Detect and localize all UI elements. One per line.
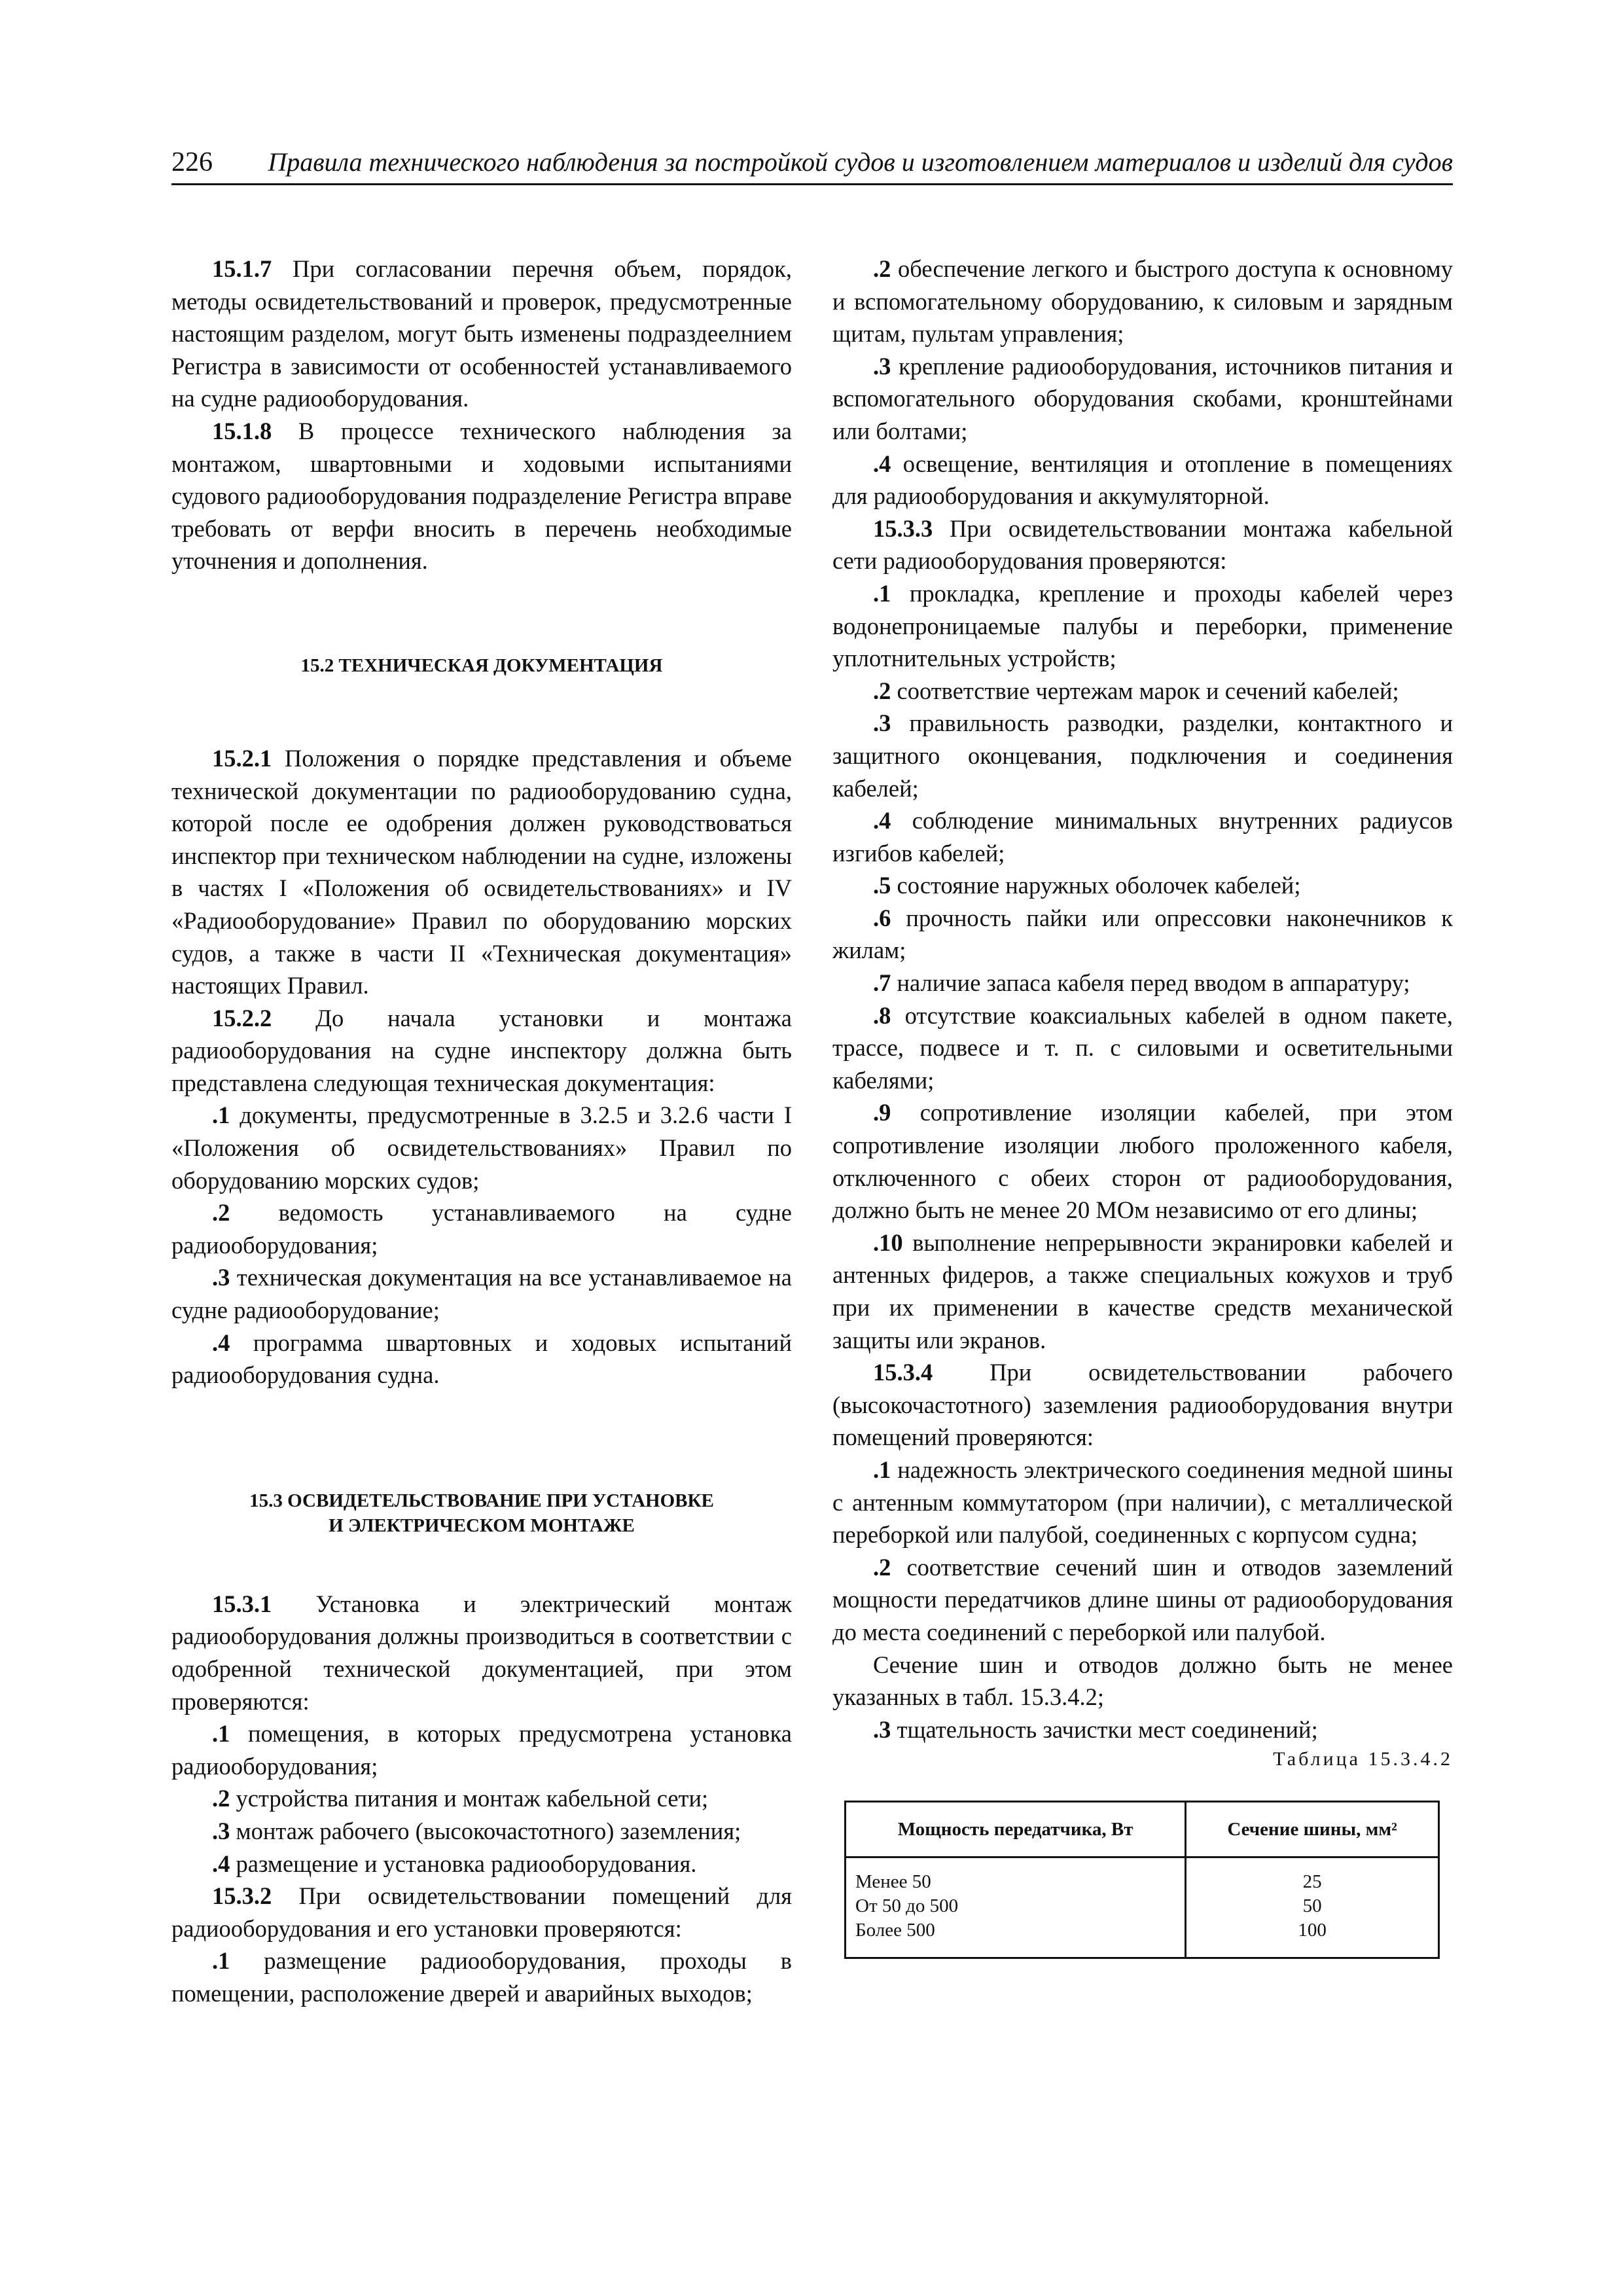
list-item: .6 прочность пайки или опрессовки наконечников к жилам; — [832, 904, 1453, 964]
list-item: .9 сопротивление изоляции кабелей, при этом сопротивление изоляции любого проложенного кабеля, отключенного с обеих сторон от радиооборудования, должно быть не менее 20 МОм независимо от его длины; — [832, 1099, 1453, 1224]
paragraph-15-1-8: 15.1.8 В процессе технического наблюдения за монтажом, швартовными и ходовыми испытаниями судового радиооборудования подразделение Регистра вправе требовать от верфи вносить в перечень необходимые уточнения и дополнения. — [171, 417, 792, 575]
list-item: .2 обеспечение легкого и быстрого доступа к основному и вспомогательному оборудованию, к силовым и зарядным щитам, пультам управления; — [832, 255, 1453, 348]
section-heading-15-2: 15.2 ТЕХНИЧЕСКАЯ ДОКУМЕНТАЦИЯ — [300, 655, 663, 676]
paragraph-15-3-1: 15.3.1 Установка и электрический монтаж радиооборудования должны производиться в соответствии с одобренной технической документацией, при этом проверяются: — [171, 1590, 792, 1715]
list-item: .4 размещение и установка радиооборудования. — [212, 1850, 697, 1877]
left-column — [171, 253, 792, 2010]
paragraph-15-2-1: 15.2.1 Положения о порядке представления и объеме технической документации по радиооборудованию судна, которой после ее одобрения должен руководствоваться инспектор при техническом наблюдении на судне, изложены в частях I «Положения об освидетельствованиях» и IV «Радиооборудование» Правил по оборудованию морских судов, а также в части II «Техническая документация» настоящих Правил. — [171, 744, 792, 999]
section-cell: 25 50 100 — [1186, 1857, 1439, 1958]
list-item: .1 надежность электрического соединения медной шины с антенным коммутатором (при наличии), с металлической переборкой или палубой, соединенных с корпусом судна; — [832, 1456, 1453, 1549]
list-item: .2 соответствие чертежам марок и сечений кабелей; — [873, 677, 1399, 704]
list-item: .2 соответствие сечений шин и отводов заземлений мощности передатчиков длине шины от радиооборудования до места соединений с переборкой или палубой. — [832, 1553, 1453, 1645]
paragraph-15-2-2: 15.2.2 До начала установки и монтажа радиооборудования на судне инспектору должна быть представлена следующая техническая документация: — [171, 1004, 792, 1096]
list-item: .10 выполнение непрерывности экранировки кабелей и антенных фидеров, а также специальных кожухов и труб при их применении в качестве средств механической защиты или экранов. — [832, 1229, 1453, 1354]
list-item: .1 помещения, в которых предусмотрена установка радиооборудования; — [171, 1720, 792, 1780]
power-cell: Менее 50 От 50 до 500 Более 500 — [846, 1857, 1186, 1958]
list-item: .7 наличие запаса кабеля перед вводом в аппаратуру; — [873, 969, 1410, 997]
list-item: .4 программа швартовных и ходовых испытаний радиооборудования судна. — [171, 1329, 792, 1389]
list-item: .2 ведомость устанавливаемого на судне радиооборудования; — [171, 1199, 792, 1259]
list-item: .1 документы, предусмотренные в 3.2.5 и 3.2.6 части I «Положения об освидетельствованиях» Правил по оборудованию морских судов; — [171, 1102, 792, 1194]
table-header-section: Сечение шины, мм² — [1186, 1802, 1439, 1857]
paragraph-15-3-4: 15.3.4 При освидетельствовании рабочего (высокочастотного) заземления радиооборудования внутри помещений проверяются: — [832, 1359, 1453, 1451]
paragraph-15-3-2: 15.3.2 При освидетельствовании помещений для радиооборудования и его установки проверяются: — [171, 1882, 792, 1942]
list-item: .3 техническая документация на все устанавливаемое на судне радиооборудование; — [171, 1264, 792, 1324]
list-item: .2 устройства питания и монтаж кабельной сети; — [212, 1785, 709, 1812]
list-item: .1 размещение радиооборудования, проходы в помещении, расположение дверей и аварийных выходов; — [171, 1947, 792, 2007]
list-item: .1 прокладка, крепление и проходы кабелей через водонепроницаемые палубы и переборки, применение уплотнительных устройств; — [832, 579, 1453, 672]
list-item: .8 отсутствие коаксиальных кабелей в одном пакете, трассе, подвесе и т. п. с силовыми и осветительными кабелями; — [832, 1001, 1453, 1094]
list-item: .3 правильность разводки, разделки, контактного и защитного оконцевания, подключения и соединения кабелей; — [832, 709, 1453, 802]
running-title: Правила технического наблюдения за постройкой судов и изготовлением материалов и изделий для судов — [268, 147, 1453, 177]
page-number: 226 — [171, 147, 213, 177]
section-heading-15-3: 15.3 ОСВИДЕТЕЛЬСТВОВАНИЕ ПРИ УСТАНОВКЕ И ЭЛЕКТРИЧЕСКОМ МОНТАЖЕ — [249, 1490, 714, 1536]
paragraph-15-3-3: 15.3.3 При освидетельствовании монтажа кабельной сети радиооборудования проверяются: — [832, 514, 1453, 575]
paragraph-note: Сечение шин и отводов должно быть не менее указанных в табл. 15.3.4.2; — [832, 1651, 1453, 1711]
list-item: .3 монтаж рабочего (высокочастотного) заземления; — [212, 1817, 741, 1844]
table-caption: Таблица 15.3.4.2 — [1273, 1748, 1453, 1770]
right-column — [832, 253, 1453, 1959]
running-header — [171, 145, 1453, 185]
list-item: .4 освещение, вентиляция и отопление в помещениях для радиооборудования и аккумуляторной. — [832, 450, 1453, 510]
paragraph-15-1-7: 15.1.7 При согласовании перечня объем, порядок, методы освидетельствований и проверок, предусмотренные настоящим разделом, могут быть изменены подраздеелнием Регистра в зависимости от особенностей устанавливаемого на судне радиооборудования. — [171, 255, 792, 412]
list-item: .5 состояние наружных оболочек кабелей; — [873, 872, 1301, 899]
list-item: .3 крепление радиооборудования, источников питания и вспомогательного оборудования скобами, кронштейнами или болтами; — [832, 352, 1453, 444]
data-table — [844, 1801, 1440, 1959]
table-row — [846, 1857, 1439, 1958]
list-item: .3 тщательность зачистки мест соединений; — [873, 1715, 1318, 1743]
table-header-power: Мощность передатчика, Вт — [846, 1802, 1186, 1857]
list-item: .4 соблюдение минимальных внутренних радиусов изгибов кабелей; — [832, 807, 1453, 867]
